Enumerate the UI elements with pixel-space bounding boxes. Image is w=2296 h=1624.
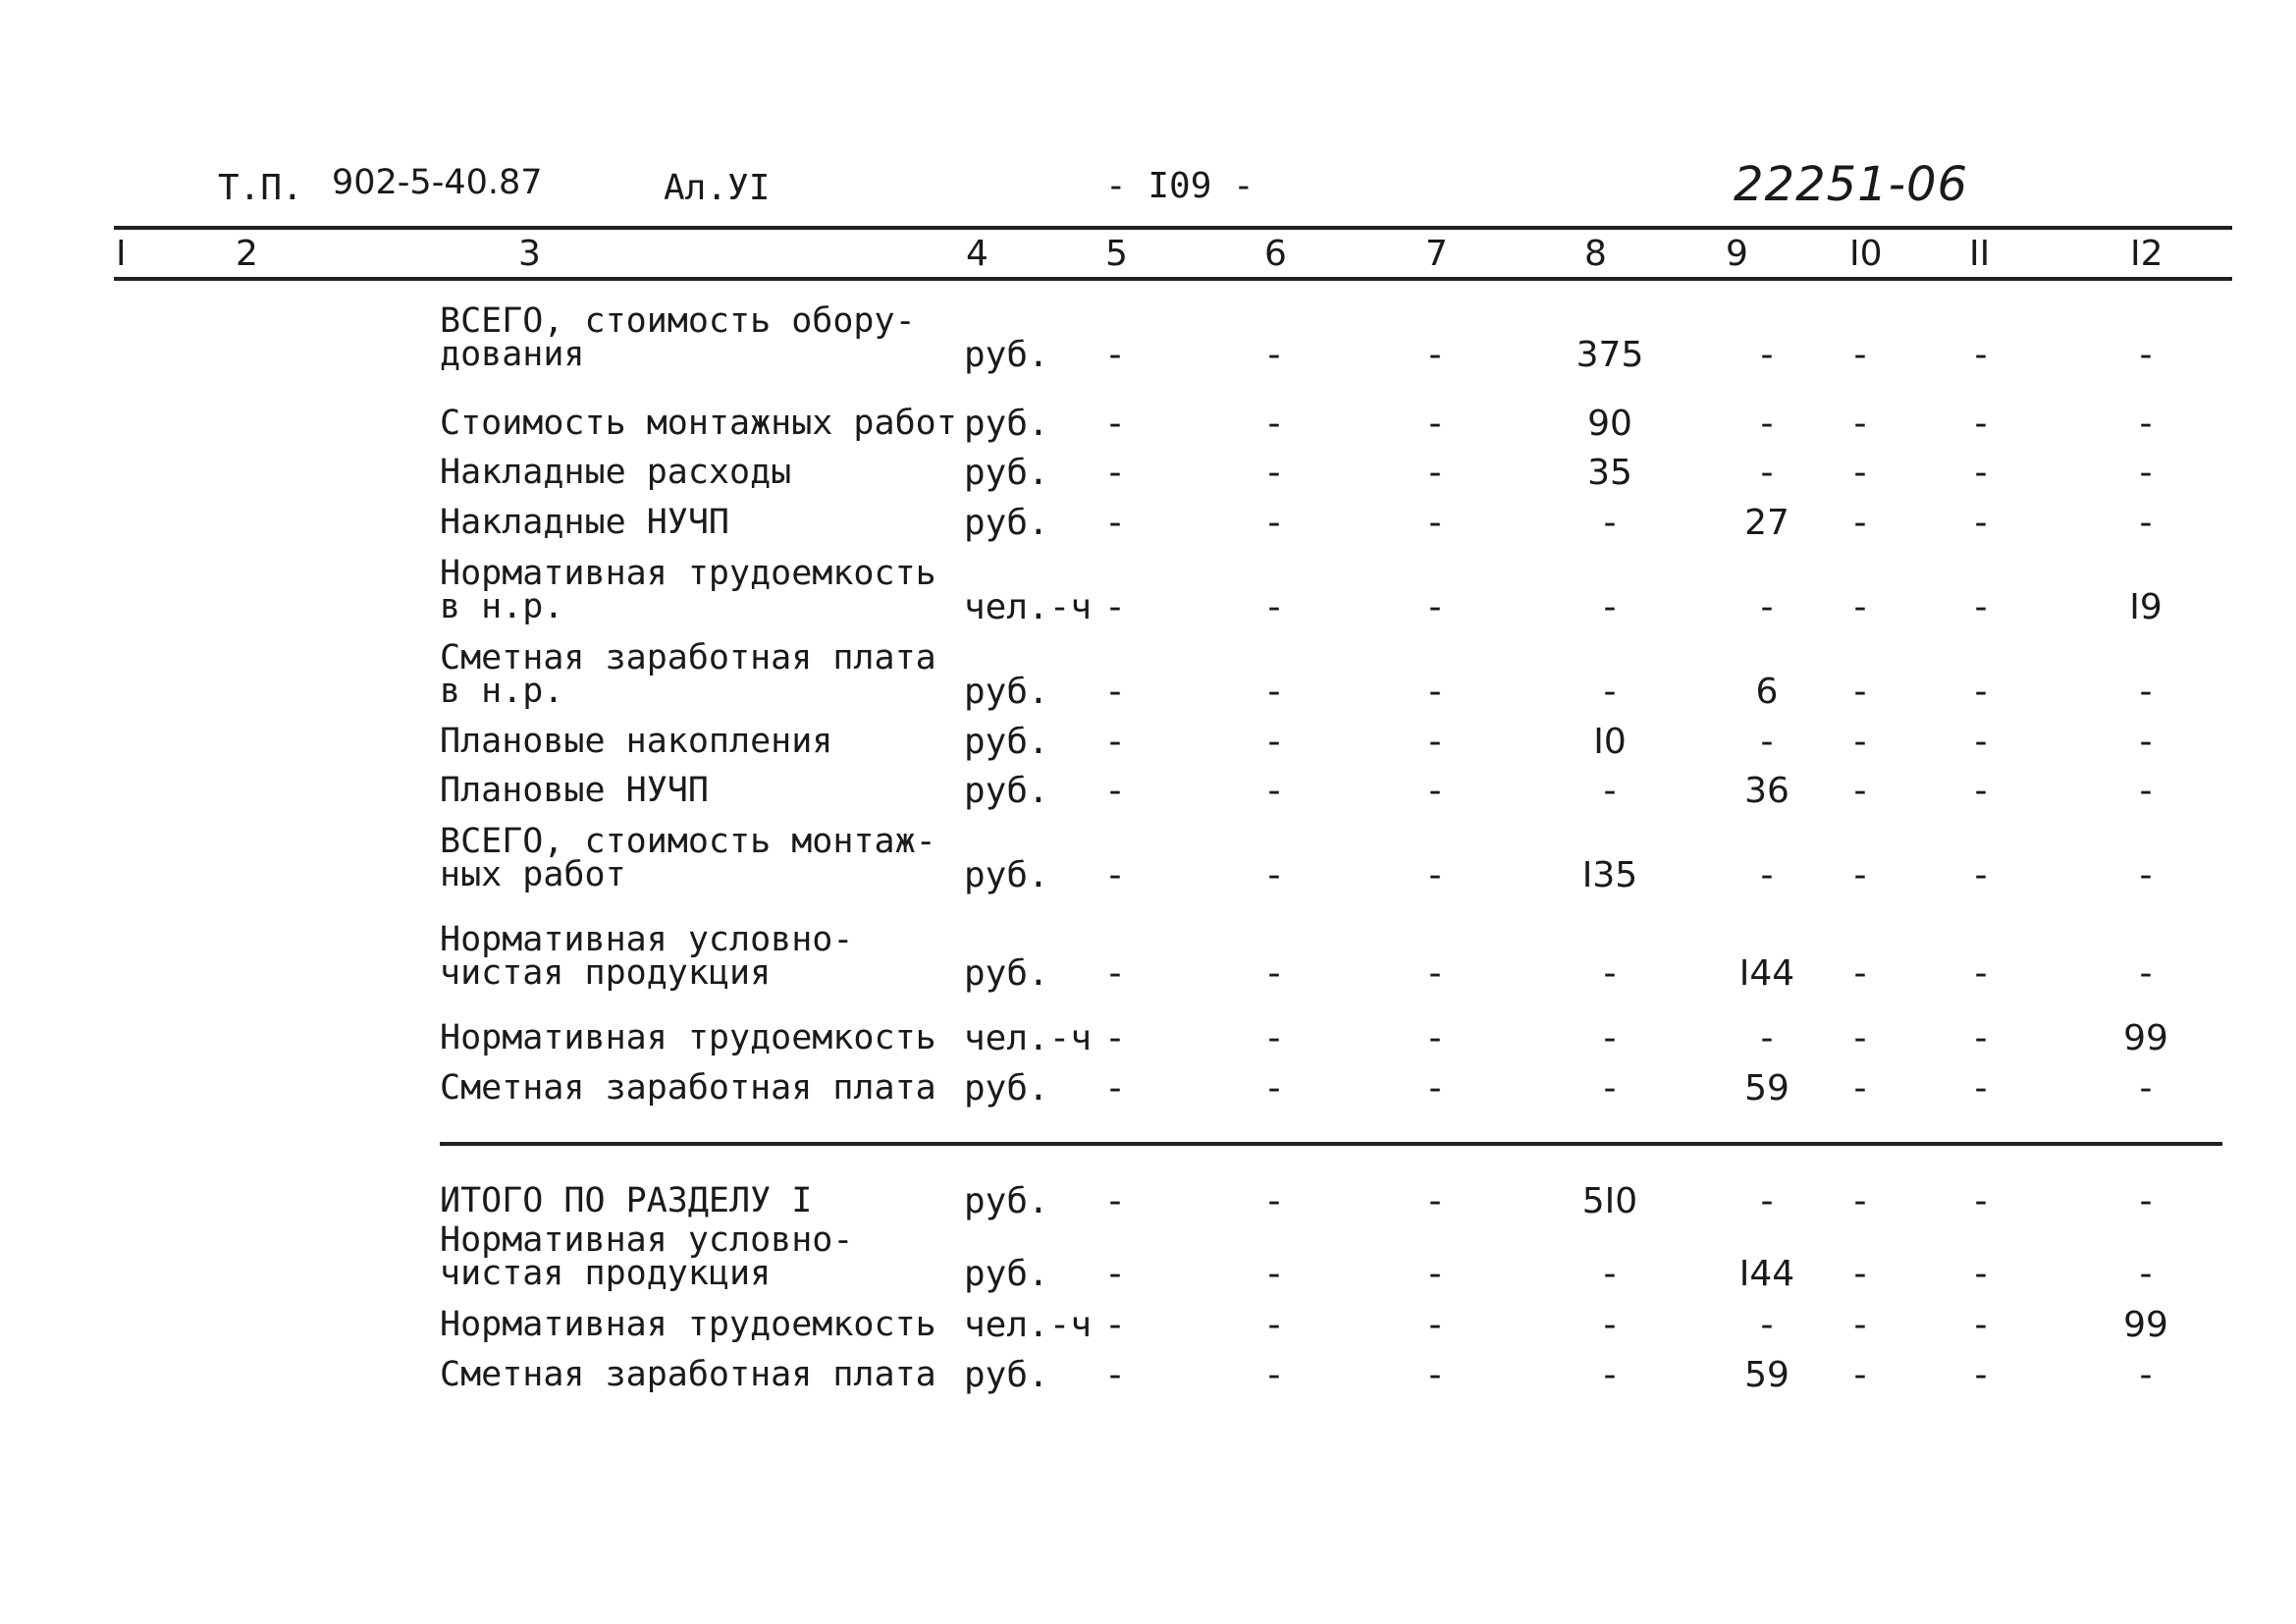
row-unit: руб. — [964, 1355, 1049, 1395]
section-total-rule — [440, 1142, 2222, 1146]
empty-cell-dash: - — [1974, 1018, 1988, 1058]
empty-cell-dash: - — [1108, 722, 1122, 762]
empty-cell-dash: - — [1974, 1068, 1988, 1109]
value-cell: 59 — [1744, 1355, 1789, 1395]
empty-cell-dash: - — [2139, 503, 2153, 543]
album-number: Ал.УI — [664, 168, 771, 208]
empty-cell-dash: - — [1108, 335, 1122, 375]
empty-cell-dash: - — [1603, 1355, 1617, 1395]
row-description: ных работ — [440, 855, 626, 894]
empty-cell-dash: - — [1428, 855, 1442, 895]
column-number: II — [1969, 234, 1991, 274]
empty-cell-dash: - — [1267, 771, 1281, 811]
row-description: Сметная заработная плата — [440, 638, 936, 677]
column-number: 4 — [966, 234, 988, 274]
empty-cell-dash: - — [1974, 453, 1988, 493]
header-top-rule — [114, 226, 2232, 230]
empty-cell-dash: - — [1108, 1355, 1122, 1395]
empty-cell-dash: - — [1267, 722, 1281, 762]
empty-cell-dash: - — [1603, 953, 1617, 994]
empty-cell-dash: - — [1853, 335, 1867, 375]
row-unit: чел.-ч — [964, 587, 1093, 627]
empty-cell-dash: - — [1853, 1181, 1867, 1221]
value-cell: 90 — [1587, 404, 1632, 444]
empty-cell-dash: - — [1853, 1305, 1867, 1345]
empty-cell-dash: - — [1853, 722, 1867, 762]
empty-cell-dash: - — [1853, 771, 1867, 811]
tp-label: Т.П. — [218, 168, 303, 208]
row-description: Сметная заработная плата — [440, 1355, 936, 1394]
empty-cell-dash: - — [1108, 1305, 1122, 1345]
row-description: чистая продукция — [440, 1254, 772, 1293]
empty-cell-dash: - — [2139, 855, 2153, 895]
empty-cell-dash: - — [1760, 1018, 1774, 1058]
empty-cell-dash: - — [1760, 453, 1774, 493]
empty-cell-dash: - — [1267, 1018, 1281, 1058]
value-cell: 59 — [1744, 1068, 1789, 1109]
value-cell: I35 — [1581, 855, 1638, 895]
empty-cell-dash: - — [1853, 855, 1867, 895]
empty-cell-dash: - — [2139, 1355, 2153, 1395]
empty-cell-dash: - — [1428, 1355, 1442, 1395]
empty-cell-dash: - — [1853, 1254, 1867, 1294]
row-description: Нормативная трудоемкость — [440, 1305, 936, 1344]
empty-cell-dash: - — [1853, 1355, 1867, 1395]
empty-cell-dash: - — [2139, 722, 2153, 762]
empty-cell-dash: - — [1853, 1018, 1867, 1058]
project-code: 902-5-40.87 — [332, 163, 543, 202]
empty-cell-dash: - — [1108, 1068, 1122, 1109]
empty-cell-dash: - — [1760, 722, 1774, 762]
empty-cell-dash: - — [1428, 503, 1442, 543]
empty-cell-dash: - — [1974, 404, 1988, 444]
value-cell: 5I0 — [1581, 1181, 1638, 1221]
empty-cell-dash: - — [2139, 404, 2153, 444]
empty-cell-dash: - — [1267, 587, 1281, 627]
empty-cell-dash: - — [1603, 1018, 1617, 1058]
empty-cell-dash: - — [1760, 1305, 1774, 1345]
empty-cell-dash: - — [2139, 1181, 2153, 1221]
empty-cell-dash: - — [1853, 587, 1867, 627]
empty-cell-dash: - — [1428, 1018, 1442, 1058]
row-description: ВСЕГО, стоимость обору- — [440, 301, 916, 341]
value-cell: 99 — [2123, 1018, 2168, 1058]
empty-cell-dash: - — [1428, 672, 1442, 712]
empty-cell-dash: - — [1853, 672, 1867, 712]
empty-cell-dash: - — [1267, 1181, 1281, 1221]
empty-cell-dash: - — [1108, 672, 1122, 712]
empty-cell-dash: - — [1267, 335, 1281, 375]
empty-cell-dash: - — [1428, 1068, 1442, 1109]
empty-cell-dash: - — [1428, 453, 1442, 493]
empty-cell-dash: - — [2139, 335, 2153, 375]
empty-cell-dash: - — [1428, 1181, 1442, 1221]
empty-cell-dash: - — [1428, 771, 1442, 811]
empty-cell-dash: - — [1974, 855, 1988, 895]
value-cell: I44 — [1738, 1254, 1795, 1294]
row-unit: руб. — [964, 953, 1049, 994]
empty-cell-dash: - — [1853, 503, 1867, 543]
column-number: 9 — [1726, 234, 1748, 274]
empty-cell-dash: - — [1603, 672, 1617, 712]
empty-cell-dash: - — [1108, 953, 1122, 994]
empty-cell-dash: - — [1267, 1355, 1281, 1395]
empty-cell-dash: - — [2139, 1068, 2153, 1109]
empty-cell-dash: - — [1267, 503, 1281, 543]
empty-cell-dash: - — [1760, 855, 1774, 895]
empty-cell-dash: - — [1108, 453, 1122, 493]
row-description: Плановые НУЧП — [440, 771, 709, 810]
empty-cell-dash: - — [1760, 335, 1774, 375]
row-unit: руб. — [964, 1068, 1049, 1109]
empty-cell-dash: - — [1603, 1254, 1617, 1294]
row-unit: руб. — [964, 855, 1049, 895]
empty-cell-dash: - — [1974, 1254, 1988, 1294]
empty-cell-dash: - — [1267, 404, 1281, 444]
row-description: ВСЕГО, стоимость монтаж- — [440, 822, 936, 861]
row-description: Нормативная условно- — [440, 920, 854, 959]
empty-cell-dash: - — [1603, 587, 1617, 627]
row-unit: руб. — [964, 453, 1049, 493]
column-number: 8 — [1584, 234, 1607, 274]
empty-cell-dash: - — [2139, 672, 2153, 712]
empty-cell-dash: - — [2139, 453, 2153, 493]
empty-cell-dash: - — [1603, 503, 1617, 543]
empty-cell-dash: - — [1267, 453, 1281, 493]
empty-cell-dash: - — [1267, 1305, 1281, 1345]
empty-cell-dash: - — [1853, 953, 1867, 994]
inventory-number: 22251-06 — [1734, 157, 1969, 212]
empty-cell-dash: - — [1974, 503, 1988, 543]
empty-cell-dash: - — [1428, 335, 1442, 375]
empty-cell-dash: - — [2139, 771, 2153, 811]
value-cell: 99 — [2123, 1305, 2168, 1345]
value-cell: 27 — [1744, 503, 1789, 543]
empty-cell-dash: - — [1428, 1305, 1442, 1345]
row-description: Накладные расходы — [440, 453, 792, 492]
row-description: дования — [440, 335, 585, 374]
row-description: Накладные НУЧП — [440, 503, 730, 542]
empty-cell-dash: - — [1428, 1254, 1442, 1294]
column-number: I0 — [1849, 234, 1883, 274]
empty-cell-dash: - — [1974, 771, 1988, 811]
row-unit: руб. — [964, 672, 1049, 712]
empty-cell-dash: - — [1267, 953, 1281, 994]
empty-cell-dash: - — [1760, 587, 1774, 627]
empty-cell-dash: - — [1108, 1018, 1122, 1058]
row-description: Плановые накопления — [440, 722, 833, 761]
page-number: - I09 - — [1105, 166, 1255, 206]
row-description: Нормативная трудоемкость — [440, 1018, 936, 1057]
empty-cell-dash: - — [1974, 722, 1988, 762]
empty-cell-dash: - — [1974, 335, 1988, 375]
empty-cell-dash: - — [1974, 953, 1988, 994]
value-cell: I9 — [2129, 587, 2163, 627]
row-unit: руб. — [964, 722, 1049, 762]
row-description: в н.р. — [440, 672, 564, 711]
empty-cell-dash: - — [1267, 1254, 1281, 1294]
row-unit: руб. — [964, 1181, 1049, 1221]
empty-cell-dash: - — [1853, 404, 1867, 444]
row-unit: руб. — [964, 1254, 1049, 1294]
row-description: чистая продукция — [440, 953, 772, 993]
empty-cell-dash: - — [1108, 1254, 1122, 1294]
empty-cell-dash: - — [1267, 855, 1281, 895]
empty-cell-dash: - — [1267, 1068, 1281, 1109]
empty-cell-dash: - — [1108, 587, 1122, 627]
empty-cell-dash: - — [1974, 1355, 1988, 1395]
value-cell: 6 — [1755, 672, 1779, 712]
empty-cell-dash: - — [1603, 1305, 1617, 1345]
empty-cell-dash: - — [1853, 453, 1867, 493]
column-number: 3 — [518, 234, 541, 274]
empty-cell-dash: - — [1428, 953, 1442, 994]
header-bottom-rule — [114, 277, 2232, 281]
row-unit: чел.-ч — [964, 1018, 1093, 1058]
empty-cell-dash: - — [1108, 404, 1122, 444]
row-description: ИТОГО ПО РАЗДЕЛУ I — [440, 1181, 813, 1220]
value-cell: 35 — [1587, 453, 1632, 493]
empty-cell-dash: - — [1974, 1305, 1988, 1345]
row-description: Стоимость монтажных работ — [440, 404, 957, 443]
value-cell: 36 — [1744, 771, 1789, 811]
row-description: в н.р. — [440, 587, 564, 626]
column-number: I — [116, 234, 127, 274]
row-description: Нормативная трудоемкость — [440, 554, 936, 593]
value-cell: I0 — [1593, 722, 1627, 762]
column-number: I2 — [2130, 234, 2163, 274]
empty-cell-dash: - — [1974, 587, 1988, 627]
empty-cell-dash: - — [2139, 1254, 2153, 1294]
empty-cell-dash: - — [1974, 672, 1988, 712]
empty-cell-dash: - — [1108, 503, 1122, 543]
row-unit: руб. — [964, 404, 1049, 444]
empty-cell-dash: - — [1974, 1181, 1988, 1221]
empty-cell-dash: - — [1108, 771, 1122, 811]
empty-cell-dash: - — [1428, 404, 1442, 444]
column-number: 2 — [236, 234, 258, 274]
column-number: 5 — [1105, 234, 1128, 274]
empty-cell-dash: - — [1428, 722, 1442, 762]
empty-cell-dash: - — [1853, 1068, 1867, 1109]
row-unit: руб. — [964, 503, 1049, 543]
value-cell: 375 — [1575, 335, 1644, 375]
value-cell: I44 — [1738, 953, 1795, 994]
row-unit: руб. — [964, 335, 1049, 375]
empty-cell-dash: - — [1108, 1181, 1122, 1221]
empty-cell-dash: - — [2139, 953, 2153, 994]
empty-cell-dash: - — [1760, 404, 1774, 444]
column-number: 6 — [1264, 234, 1287, 274]
row-description: Нормативная условно- — [440, 1220, 854, 1260]
empty-cell-dash: - — [1108, 855, 1122, 895]
row-description: Сметная заработная плата — [440, 1068, 936, 1108]
row-unit: чел.-ч — [964, 1305, 1093, 1345]
row-unit: руб. — [964, 771, 1049, 811]
empty-cell-dash: - — [1760, 1181, 1774, 1221]
empty-cell-dash: - — [1267, 672, 1281, 712]
empty-cell-dash: - — [1603, 771, 1617, 811]
empty-cell-dash: - — [1428, 587, 1442, 627]
empty-cell-dash: - — [1603, 1068, 1617, 1109]
column-number: 7 — [1425, 234, 1448, 274]
